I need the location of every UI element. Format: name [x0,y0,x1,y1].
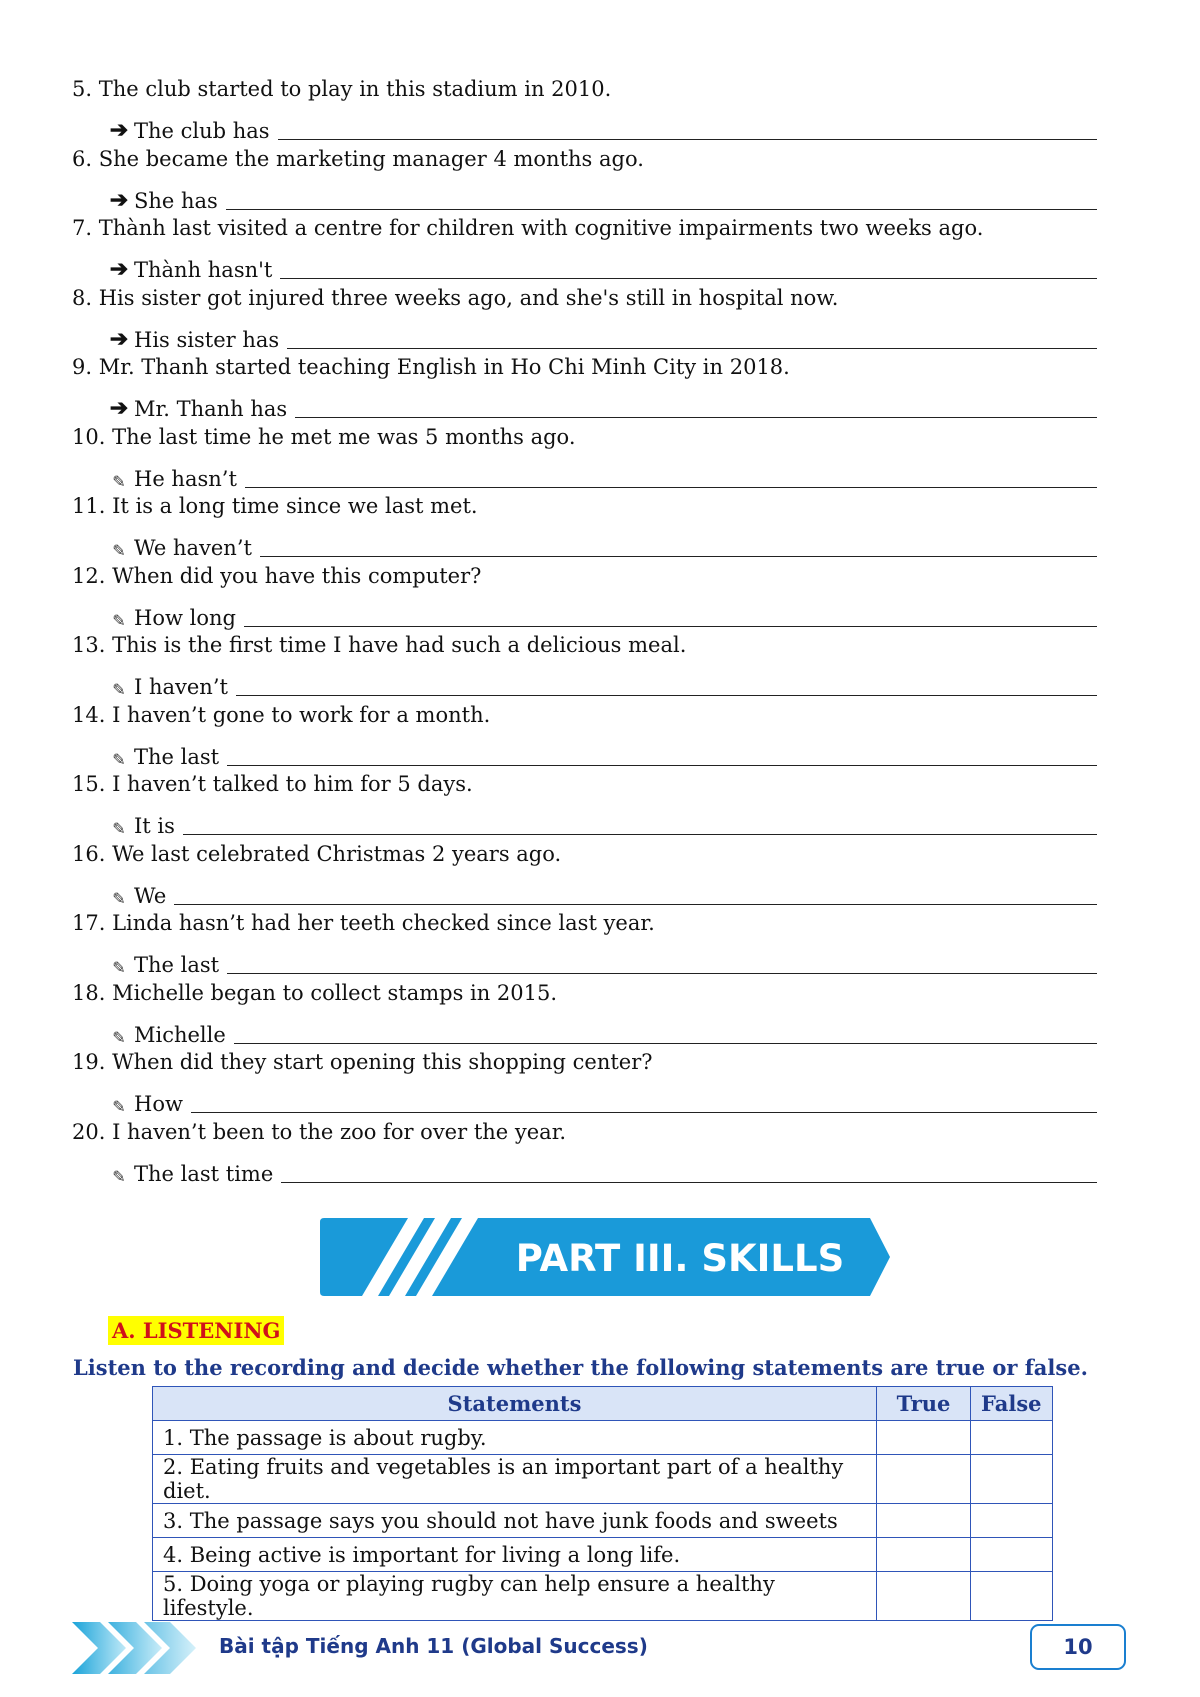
pencil-icon: ✎ [112,819,126,838]
table-row [153,1455,1053,1504]
pencil-icon: ✎ [112,1166,126,1186]
pencil-icon: ✎ [112,1027,126,1047]
statement-cell: 2. Eating fruits and vegetables is an important part of a healthy diet. [153,1455,877,1504]
true-cell[interactable] [877,1455,971,1504]
pencil-icon: ✎ [112,541,126,560]
answer-blank[interactable] [244,604,1097,627]
answer-blank[interactable] [226,187,1097,210]
answer-stem: He hasn’t [134,466,237,491]
answer-line [72,1081,1097,1116]
exercise-question: 12. When did you have this computer? [72,563,482,588]
answer-stem: I haven’t [134,675,228,699]
exercise-item [72,561,1097,631]
page-number: 10 [1030,1624,1126,1670]
false-cell[interactable] [971,1572,1053,1621]
answer-stem: We haven’t [134,536,252,560]
answer-stem: Michelle [134,1022,226,1047]
false-cell[interactable] [971,1504,1053,1538]
answer-stem: His sister has [134,327,280,352]
answer-stem: How long [134,605,236,630]
answer-blank[interactable] [260,534,1097,557]
answer-line [72,178,1097,213]
right-arrow-icon: ➔ [109,186,129,213]
exercise-item [72,700,1097,770]
answer-blank[interactable] [234,1021,1097,1044]
answer-stem: The club has [134,119,270,143]
exercise-question: 15. I haven’t talked to him for 5 days. [72,772,473,796]
pencil-icon: ✎ [112,749,126,769]
answer-line [72,525,1097,560]
exercise-item [72,908,1097,978]
answer-blank[interactable] [227,743,1097,766]
answer-line [72,803,1097,838]
exercise-question: 18. Michelle began to collect stamps in 2015. [72,980,558,1005]
answer-stem: It is [134,814,175,838]
exercise-list [72,74,1097,1186]
exercise-item [72,630,1097,700]
exercise-question: 9. Mr. Thanh started teaching English in Ho Chi Minh City in 2018. [72,355,790,379]
banner-title: PART III. SKILLS [515,1237,845,1280]
answer-stem: The last time [134,1161,274,1186]
answer-blank[interactable] [227,951,1097,974]
true-cell[interactable] [877,1421,971,1455]
answer-blank[interactable] [295,395,1097,418]
exercise-question: 20. I haven’t been to the zoo for over the year. [72,1119,567,1144]
answer-line [72,1012,1097,1047]
exercise-item [72,144,1097,214]
exercise-question: 11. It is a long time since we last met. [72,494,478,518]
pencil-icon: ✎ [112,471,126,491]
exercise-question: 10. The last time he met me was 5 months ago. [72,424,576,449]
answer-blank[interactable] [183,812,1097,835]
exercise-item [72,213,1097,283]
pencil-icon: ✎ [112,888,126,908]
section-label: A. LISTENING [108,1316,284,1345]
exercise-item [72,74,1097,144]
true-cell[interactable] [877,1538,971,1572]
answer-stem: The last [134,744,220,769]
pencil-icon: ✎ [112,680,126,699]
exercise-question: 5. The club started to play in this stadium in 2010. [72,77,612,101]
answer-line [72,942,1097,977]
statement-cell: 3. The passage says you should not have junk foods and sweets [153,1504,877,1538]
statement-cell: 5. Doing yoga or playing rugby can help ensure a healthy lifestyle. [153,1572,877,1621]
exercise-item [72,839,1097,909]
answer-blank[interactable] [236,673,1097,696]
pencil-icon: ✎ [112,610,126,630]
true-cell[interactable] [877,1504,971,1538]
right-arrow-icon: ➔ [109,325,129,352]
exercise-item [72,769,1097,839]
exercise-question: 19. When did they start opening this shopping center? [72,1050,653,1074]
answer-blank[interactable] [278,117,1097,140]
answer-blank[interactable] [191,1090,1097,1113]
exercise-item [72,283,1097,353]
answer-line [72,247,1097,282]
answer-stem: We [134,883,167,908]
answer-blank[interactable] [287,326,1097,349]
table-row [153,1538,1053,1572]
answer-blank[interactable] [245,465,1097,488]
right-arrow-icon: ➔ [109,117,129,143]
exercise-question: 7. Thành last visited a centre for children with cognitive impairments two weeks ago. [72,216,984,240]
header-true: True [877,1387,971,1421]
answer-line [72,1151,1097,1186]
exercise-item [72,1047,1097,1117]
statements-table [152,1386,1053,1621]
answer-stem: Mr. Thanh has [134,397,288,421]
table-header-row [153,1387,1053,1421]
answer-line [72,595,1097,630]
false-cell[interactable] [971,1421,1053,1455]
answer-stem: Thành hasn't [134,258,273,282]
exercise-item [72,1117,1097,1187]
table-row [153,1421,1053,1455]
answer-line [72,108,1097,143]
false-cell[interactable] [971,1455,1053,1504]
exercise-item [72,422,1097,492]
book-title: Bài tập Tiếng Anh 11 (Global Success) [219,1634,648,1658]
table-row [153,1572,1053,1621]
exercise-item [72,491,1097,561]
exercise-question: 6. She became the marketing manager 4 months ago. [72,146,644,171]
exercise-question: 8. His sister got injured three weeks ago, and she's still in hospital now. [72,285,839,310]
task-instruction: Listen to the recording and decide whether the following statements are true or false. [73,1355,1088,1380]
answer-stem: How [134,1092,183,1116]
answer-stem: The last [134,953,220,977]
footer-chevrons-icon [72,1622,197,1674]
right-arrow-icon: ➔ [109,395,129,421]
exercise-question: 16. We last celebrated Christmas 2 years ago. [72,841,562,866]
header-statements: Statements [153,1387,877,1421]
answer-stem: She has [134,188,218,213]
exercise-question: 13. This is the first time I have had such a delicious meal. [72,633,687,657]
answer-line [72,664,1097,699]
header-false: False [971,1387,1053,1421]
answer-line [72,734,1097,769]
exercise-item [72,978,1097,1048]
exercise-item [72,352,1097,422]
exercise-question: 17. Linda hasn’t had her teeth checked since last year. [72,911,655,935]
answer-blank[interactable] [174,882,1097,905]
exercise-question: 14. I haven’t gone to work for a month. [72,702,491,727]
answer-line [72,873,1097,908]
statement-cell: 1. The passage is about rugby. [153,1421,877,1455]
pencil-icon: ✎ [112,1097,126,1116]
answer-line [72,317,1097,352]
false-cell[interactable] [971,1538,1053,1572]
table-row [153,1504,1053,1538]
true-cell[interactable] [877,1572,971,1621]
answer-line [72,386,1097,421]
pencil-icon: ✎ [112,958,126,977]
answer-blank[interactable] [281,1160,1097,1183]
right-arrow-icon: ➔ [109,256,129,282]
part-banner [320,1218,890,1296]
answer-blank[interactable] [280,256,1097,279]
answer-line [72,456,1097,491]
statement-cell: 4. Being active is important for living a long life. [153,1538,877,1572]
